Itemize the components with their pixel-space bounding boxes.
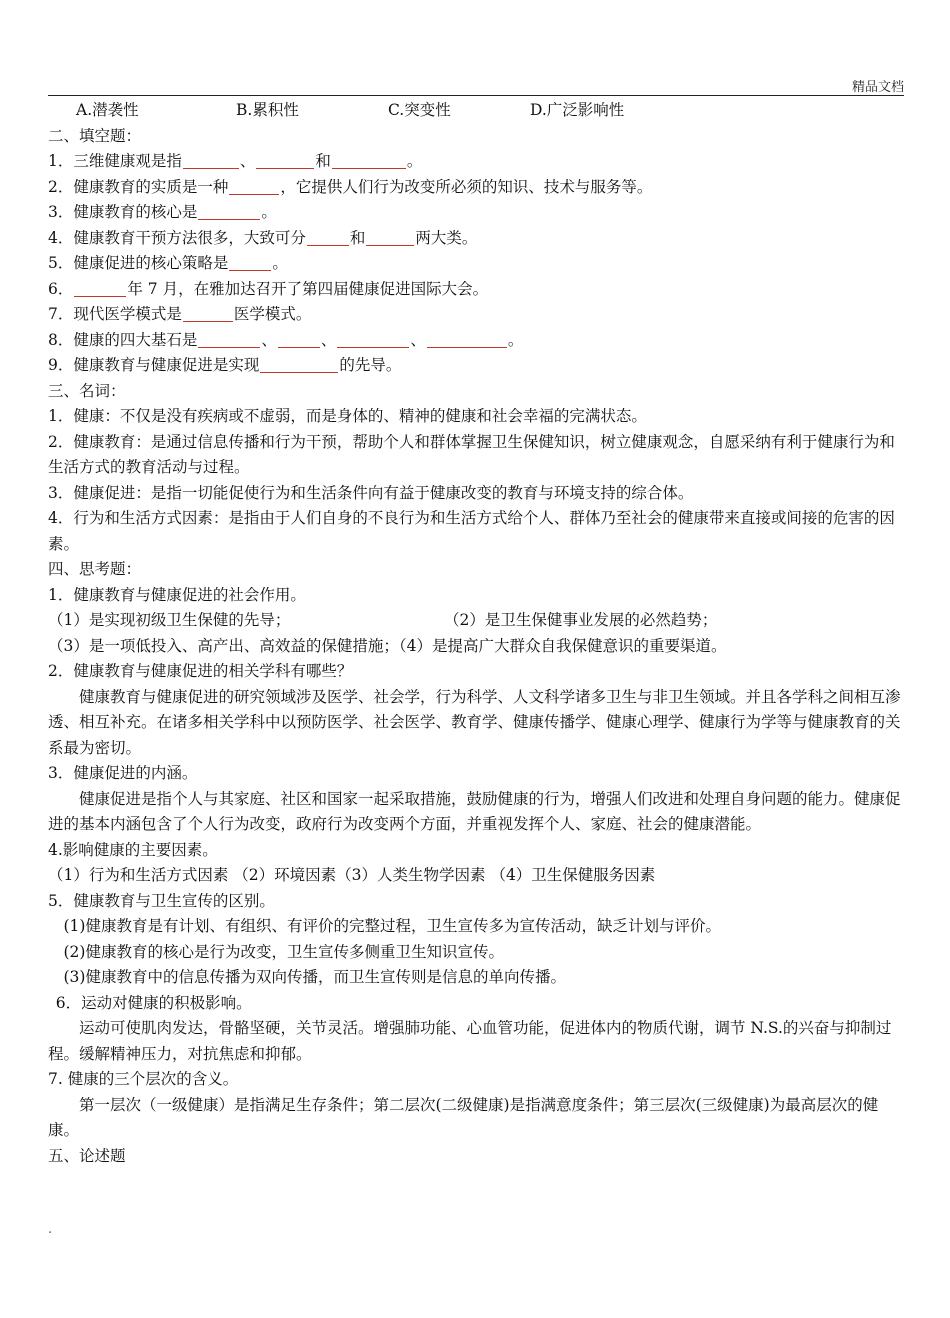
answer-blank[interactable] (198, 201, 260, 220)
fill-q6-text: 6． (48, 279, 74, 298)
terms-section-title: 三、名词： (48, 381, 126, 400)
think-q6-answer: 运动可使肌肉发达，骨骼坚硬，关节灵活。增强肺功能、心血管功能，促进体内的物质代谢，调节 N.S.的兴奋与抑制过程。缓解精神压力，对抗焦虑和抑郁。 (48, 1019, 892, 1063)
answer-blank[interactable] (183, 150, 239, 169)
answer-blank[interactable] (74, 278, 126, 297)
fill-section-title: 二、填空题： (48, 126, 142, 145)
fill-q2-text-b: ，它提供人们行为改变所必须的知识、技术与服务等。 (280, 177, 653, 196)
footer-mark: . (48, 1222, 53, 1237)
term-4: 4．行为和生活方式因素：是指由于人们自身的不良行为和生活方式给个人、群体乃至社会的健康带来直接或间接的危害的因素。 (48, 509, 895, 553)
answer-blank[interactable] (278, 329, 320, 348)
answer-blank[interactable] (183, 303, 233, 322)
think-q6: 6．运动对健康的积极影响。 (55, 993, 252, 1012)
think-q5-answer-3: (3)健康教育中的信息传播为双向传播，而卫生宣传则是信息的单向传播。 (63, 968, 566, 986)
answer-blank[interactable] (337, 329, 409, 348)
fill-q3-end: 。 (261, 203, 277, 221)
answer-blank[interactable] (229, 176, 279, 195)
fill-q4-and: 和 (349, 228, 366, 247)
header-rule (48, 95, 904, 96)
think-q1-answers-a (48, 608, 904, 634)
fill-q4-text: 4．健康教育干预方法很多，大致可分 (48, 228, 306, 247)
fill-q2-text: 2．健康教育的实质是一种 (48, 177, 229, 196)
answer-blank[interactable] (427, 329, 507, 348)
think-q4: 4.影响健康的主要因素。 (48, 840, 218, 859)
think-q1-answers-b: （3）是一项低投入、高产出、高效益的保健措施；（4）是提高广大群众自我保健意识的重要渠道。 (48, 636, 727, 655)
fill-q9-text: 9．健康教育与健康促进是实现 (48, 356, 260, 374)
fill-q1 (48, 149, 904, 175)
fill-q5 (48, 251, 904, 277)
think-q5: 5．健康教育与卫生宣传的区别。 (48, 891, 275, 910)
term-3: 3．健康促进：是指一切能促使行为和生活条件向有益于健康改变的教育与环境支持的综合体。 (48, 483, 694, 502)
essay-section-title: 五、论述题 (48, 1146, 126, 1165)
think-section-title: 四、思考题： (48, 560, 142, 578)
think-q3: 3．健康促进的内涵。 (48, 764, 198, 782)
options-row (48, 98, 904, 124)
fill-q3 (48, 200, 904, 226)
think-q1: 1．健康教育与健康促进的社会作用。 (48, 585, 306, 604)
option-c: C.突变性 (388, 101, 451, 119)
fill-q6-text-b: 年 7 月，在雅加达召开了第四届健康促进国际大会。 (127, 279, 489, 298)
header-mark: 精品文档 (851, 80, 904, 95)
answer-blank[interactable] (366, 227, 414, 246)
answer-blank[interactable] (307, 227, 349, 246)
fill-q7-text-b: 医学模式。 (233, 305, 312, 323)
fill-q4-end: 两大类。 (415, 228, 478, 247)
fill-q8-end: 。 (507, 330, 524, 349)
think-q1-answer-1: （1）是实现初级卫生保健的先导； (48, 611, 291, 629)
think-q3-answer: 健康促进是指个人与其家庭、社区和国家一起采取措施，鼓励健康的行为，增强人们改进和处理自身问题的能力。健康促进的基本内涵包含了个人行为改变，政府行为改变两个方面，并重视发挥个人、家庭、社会的健康潜能。 (48, 789, 901, 833)
think-q7: 7. 健康的三个层次的含义。 (48, 1070, 239, 1088)
fill-q4 (48, 226, 904, 252)
fill-q2 (48, 175, 904, 201)
think-q2: 2．健康教育与健康促进的相关学科有哪些？ (48, 662, 353, 680)
option-b: B.累积性 (236, 101, 299, 119)
fill-q1-text: 1．三维健康观是指 (48, 152, 182, 170)
fill-q1-and: 和 (315, 152, 331, 170)
fill-q5-end: 。 (272, 254, 288, 272)
fill-q8 (48, 328, 904, 354)
answer-blank[interactable] (260, 354, 338, 373)
fill-q8-sep: 、 (410, 330, 426, 349)
think-q4-answer: （1）行为和生活方式因素 （2）环境因素（3）人类生物学因素 （4）卫生保健服务因素 (48, 866, 656, 884)
fill-q1-sep: 、 (239, 152, 256, 170)
answer-blank[interactable] (332, 150, 406, 169)
answer-blank[interactable] (198, 329, 260, 348)
think-q5-answer-2: (2)健康教育的核心是行为改变，卫生宣传多侧重卫生知识宣传。 (63, 942, 504, 961)
fill-q9-text-b: 的先导。 (339, 356, 402, 374)
fill-q8-sep: 、 (261, 330, 277, 349)
fill-q8-text: 8．健康的四大基石是 (48, 330, 198, 349)
fill-q5-text: 5．健康促进的核心策略是 (48, 254, 229, 272)
fill-q8-sep: 、 (320, 330, 337, 349)
think-q1-answer-2: （2）是卫生保健事业发展的必然趋势； (444, 611, 718, 629)
answer-blank[interactable] (229, 252, 271, 271)
fill-q6 (48, 277, 904, 303)
think-q5-answer-1: (1)健康教育是有计划、有组织、有评价的完整过程，卫生宣传多为宣传活动，缺乏计划与评价。 (63, 917, 721, 935)
document-body (48, 98, 904, 1169)
fill-q9 (48, 353, 904, 379)
term-2: 2．健康教育：是通过信息传播和行为干预，帮助个人和群体掌握卫生保健知识，树立健康观念，自愿采纳有利于健康行为和生活方式的教育活动与过程。 (48, 432, 895, 476)
answer-blank[interactable] (256, 150, 314, 169)
fill-q3-text: 3．健康教育的核心是 (48, 203, 198, 221)
fill-q7-text: 7．现代医学模式是 (48, 305, 182, 323)
option-d: D.广泛影响性 (530, 101, 625, 119)
think-q2-answer: 健康教育与健康促进的研究领域涉及医学、社会学，行为科学、人文科学诸多卫生与非卫生领域。并且各学科之间相互渗透、相互补充。在诸多相关学科中以预防医学、社会医学、教育学、健康传播学、健康心理学、健康行为学等与健康教育的关系最为密切。 (48, 687, 901, 757)
term-1: 1．健康：不仅是没有疾病或不虚弱，而是身体的、精神的健康和社会幸福的完满状态。 (48, 407, 647, 425)
think-q7-answer: 第一层次（一级健康）是指满足生存条件；第二层次(二级健康)是指满意度条件；第三层次(三级健康)为最高层次的健康。 (48, 1095, 879, 1139)
fill-q7 (48, 302, 904, 328)
option-a: A.潜袭性 (76, 101, 139, 119)
fill-q1-end: 。 (406, 152, 423, 170)
